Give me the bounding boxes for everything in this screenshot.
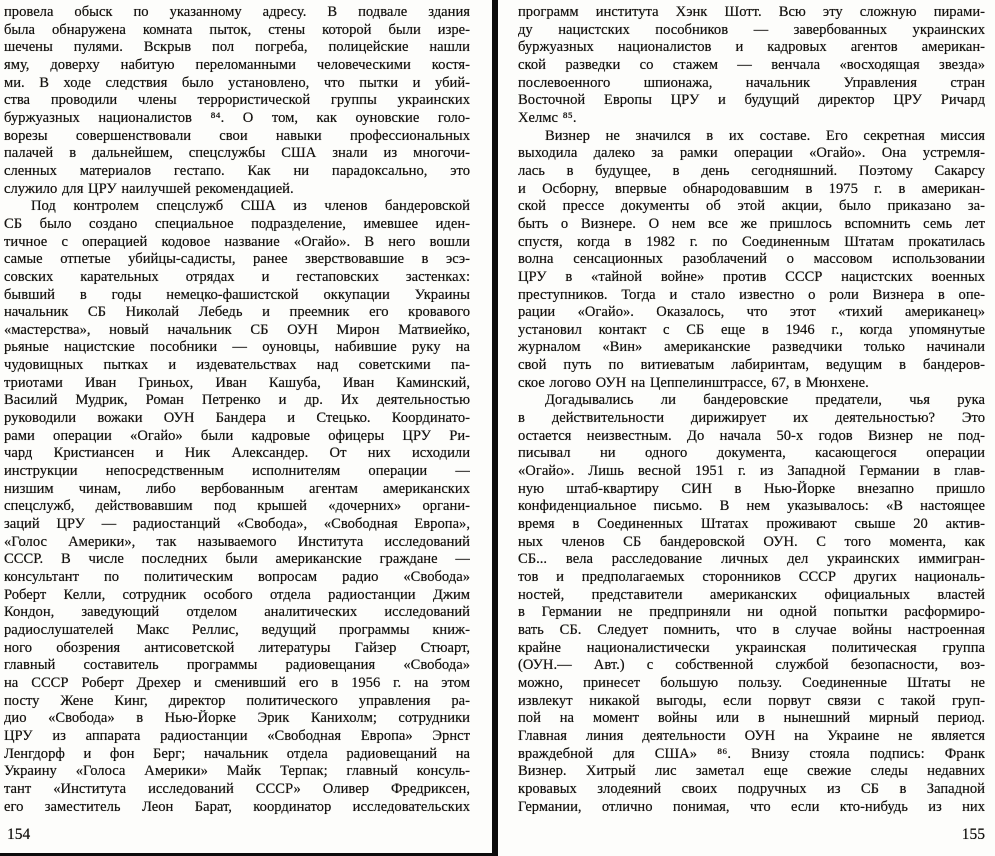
text-line: враждебной для США» ⁸⁶. Внизу стояла подпись: Франк	[518, 745, 985, 762]
text-line: спустя, когда в 1982 г. по Соединенным Штатам прокатилась	[518, 233, 985, 250]
text-line: извлекут никакой выгоды, если порвут связи с такой груп-	[518, 692, 985, 709]
text-line: совских карательных отрядах и гестаповских застенках:	[4, 268, 470, 285]
text-line: ское логово ОУН на Цеппелинштрассе, 67, в Мюнхене.	[518, 374, 869, 391]
text-line: можно, принесет большую пользу. Соединенные Штаты не	[518, 674, 985, 691]
page-gutter-divider	[492, 0, 498, 856]
text-line: ную штаб-квартиру СИН в Нью-Йорке внезапно пришло	[518, 480, 985, 497]
text-line: пой на момент войны или в нынешний мирный период.	[518, 710, 985, 727]
text-line: ской прессе документы об этой акции, было приказано за-	[518, 198, 985, 215]
text-line: крайне националистически украинская политическая группа	[518, 639, 985, 656]
text-line: ства проводили члены террористической группы украинских	[4, 92, 470, 109]
text-line: ской разведки со стажем — венчала «восходящая звезда»	[518, 56, 985, 73]
text-line: преступников. Тогда и стало известно о роли Визнера в опе-	[518, 286, 985, 303]
text-line: буржуазных националистов ⁸⁴. О том, как оуновские голо-	[4, 109, 470, 126]
page-left-text-column	[4, 4, 470, 816]
text-line: тов и предполагаемых сторонников СССР других националь-	[518, 569, 985, 585]
text-line: заций ЦРУ — радиостанций «Свобода», «Свободная Европа»,	[4, 516, 470, 533]
text-line: руководили вожаки ОУН Бандера и Стецько. Координато-	[4, 410, 470, 427]
page-right-text-column	[518, 4, 985, 816]
text-line: ностей, представители американских официальных властей	[518, 586, 985, 603]
text-line: ду нацистских пособников — завербованных украинских	[518, 21, 985, 38]
text-line: посту Жене Кинг, директор политического управления ра-	[4, 692, 470, 709]
text-line: инструкции непосредственным исполнителям операции —	[4, 463, 470, 480]
text-line: Ленгдорф и фон Берг; начальник отдела радиовещаний на	[4, 745, 470, 762]
text-line: Визнер не значился в их составе. Его секретная миссия	[545, 127, 985, 144]
text-line: Роберт Келли, сотрудник особого отдела радиостанции Джим	[4, 586, 470, 603]
text-line: конфиденциальное письмо. В нем указывалось: «В настоящее	[518, 498, 985, 515]
page-number-right: 155	[961, 826, 985, 843]
text-line: в Германии не предприняли ни одной попытки расформиро-	[518, 604, 985, 621]
text-line: консультант по политическим вопросам радио «Свобода»	[4, 569, 470, 585]
text-line: Кондон, заведующий отделом аналитических исследований	[4, 604, 470, 621]
text-line: Германии, отлично понимая, что если кто-нибудь из них	[518, 798, 985, 815]
page-left	[4, 4, 470, 843]
text-line: рами операции «Огайо» были кадровые офицеры ЦРУ Ри-	[4, 427, 470, 444]
text-line: самые отпетые убийцы-садисты, ранее зверствовавшие в эсэ-	[4, 251, 470, 268]
text-line: Под контролем спецслужб США из членов бандеровской	[31, 198, 470, 215]
text-line: шечены пулями. Вскрыв пол погреба, полицейские нашли	[4, 39, 470, 56]
text-line: программ института Хэнк Шотт. Всю эту сложную пирами-	[518, 4, 985, 20]
text-line: Догадывались ли бандеровские предатели, чья рука	[545, 392, 985, 409]
text-line: «мастерства», новый начальник СБ ОУН Мирон Матвиейко,	[4, 321, 470, 338]
text-line: на СССР Роберт Дрехер и сменивший его в 1956 г. на этом	[4, 674, 470, 691]
text-line: «Огайо». Лишь весной 1951 г. из Западной Германии в глав-	[518, 463, 985, 480]
text-line: ных членов СБ бандеровской ОУН. С того момента, как	[518, 533, 985, 550]
text-line: тант «Института исследований СССР» Оливер Фредриксен,	[4, 780, 470, 797]
text-line: (ОУН.— Авт.) с собственной службой безопасности, воз-	[518, 657, 985, 674]
text-line: тичное с операцией кодовое название «Огайо». В него вошли	[4, 233, 470, 250]
text-line: чудовищных пытках и издевательствах над советскими па-	[4, 357, 470, 374]
text-line: Василий Мудрик, Роман Петренко и др. Их деятельностью	[4, 392, 470, 409]
page-number-left: 154	[7, 826, 31, 843]
text-line: палачей в дальнейшем, спецслужбы США знали из многочи-	[4, 145, 470, 162]
text-line: послевоенного шпионажа, начальник Управления стран	[518, 74, 985, 91]
text-line: Хелмс ⁸⁵.	[518, 109, 577, 126]
text-line: рьяные нацистские пособники — оуновцы, набившие руку на	[4, 339, 470, 356]
text-line: начальник СБ Николай Лебедь и преемник его кровавого	[4, 304, 470, 321]
text-line: служило для ЦРУ наилучшей рекомендацией.	[4, 180, 294, 197]
text-line: рации «Огайо». Оказалось, что этот «тихий американец»	[518, 304, 985, 321]
text-line: его заместитель Леон Барат, координатор исследовательских	[4, 798, 470, 815]
text-line: Главная линия деятельности ОУН на Украине не является	[518, 727, 985, 744]
text-line: ЦРУ из аппарата радиостанции «Свободная Европа» Эрнст	[4, 727, 470, 744]
text-line: ЦРУ в «тайной войне» против СССР нацистских военных	[518, 268, 985, 285]
text-line: Украину «Голоса Америки» Майк Терпак; главный консуль-	[4, 763, 470, 780]
text-line: установил контакт с СБ еще в 1946 г., когда упомянутые	[518, 321, 985, 338]
text-line: писывал ни одного документа, касающегося операции	[518, 445, 985, 462]
text-line: остается неизвестным. До начала 50-х годов Визнер не под-	[518, 427, 985, 444]
text-line: дио «Свобода» в Нью-Йорке Эрик Канихолм; сотрудники	[4, 710, 470, 727]
text-line: СБ было создано специальное подразделение, имевшее иден-	[4, 215, 470, 232]
text-line: яму, доверху набитую переломанными человеческими костя-	[4, 56, 470, 73]
text-line: низшим чинам, либо вербованным агентам американских	[4, 480, 470, 497]
text-line: СБ... вела расследование личных дел украинских иммигран-	[518, 551, 985, 568]
text-line: в действительности дирижирует их деятельностью? Это	[518, 410, 985, 427]
text-line: волна сенсационных разоблачений о массовом использовании	[518, 251, 985, 268]
text-line: провела обыск по указанному адресу. В подвале здания	[4, 4, 470, 20]
text-line: чард Кристиансен и Ник Александер. От них исходили	[4, 445, 470, 462]
text-line: главный составитель программы радиовещания «Свобода»	[4, 657, 470, 674]
text-line: триотами Иван Гриньох, Иван Кашуба, Иван Каминский,	[4, 374, 470, 391]
text-line: свой путь по витиеватым лабиринтам, ведущим в бандеров-	[518, 357, 985, 374]
text-line: Восточной Европы ЦРУ и будущий директор ЦРУ Ричард	[518, 92, 985, 109]
text-line: радиослушателей Макс Реллис, ведущий программы книж-	[4, 621, 470, 638]
text-line: Визнер. Хитрый лис заметал еще свежие следы недавних	[518, 763, 985, 780]
text-line: сленных материалов гестапо. Как ни парадоксально, это	[4, 162, 470, 179]
text-line: ного обозрения антисоветской литературы Гайзер Стюарт,	[4, 639, 470, 656]
text-line: была обнаружена комната пыток, стены которой были изре-	[4, 21, 470, 38]
text-line: «Голос Америки», так называемого Института исследований	[4, 533, 470, 550]
text-line: кровавых злодеяний своих подручных из СБ в Западной	[518, 780, 985, 797]
text-line: время в Соединенных Штатах проживают свыше 20 актив-	[518, 516, 985, 533]
text-line: буржуазных националистов и кадровых агентов американ-	[518, 39, 985, 56]
text-line: спецслужб, действовавшим под крышей «дочерних» органи-	[4, 498, 470, 515]
text-line: быть о Визнере. О нем все же пришлось вспомнить семь лет	[518, 215, 985, 232]
text-line: ми. В ходе следствия было установлено, что пытки и убий-	[4, 74, 470, 91]
text-line: ворезы совершенствовали свои навыки профессиональных	[4, 127, 470, 144]
text-line: журналом «Вин» американские разведчики только начинали	[518, 339, 985, 356]
text-line: вать СБ. Следует помнить, что в случае войны настроенная	[518, 621, 985, 638]
page-right	[518, 4, 985, 843]
text-line: и Осборну, впервые обнародовавшим в 1975 г. в американ-	[518, 180, 985, 197]
text-line: бывший в годы немецко-фашистской оккупации Украины	[4, 286, 470, 303]
text-line: СССР. В числе последних были американские граждане —	[4, 551, 470, 568]
text-line: выходила далеко за рамки операции «Огайо». Она устремля-	[518, 145, 985, 162]
text-line: лась в будущее, в день сегодняшний. Поэтому Сакарсу	[518, 162, 985, 179]
